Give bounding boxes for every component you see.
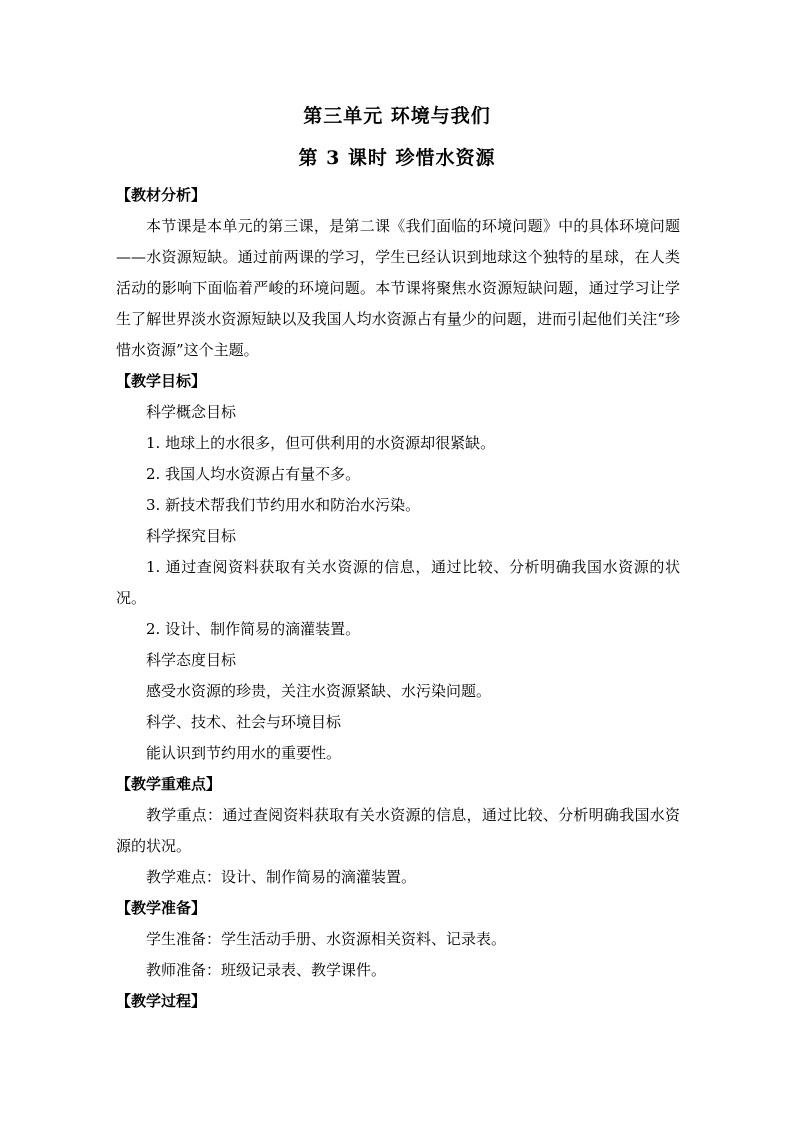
process-heading: 【教学过程】 <box>116 992 207 1010</box>
analysis-heading: 【教材分析】 <box>116 186 207 204</box>
attitude-goals-title: 科学态度目标 <box>146 651 237 669</box>
goals-heading: 【教学目标】 <box>116 372 207 390</box>
key-points-heading: 【教学重难点】 <box>116 775 222 793</box>
inquiry-goals-title: 科学探究目标 <box>146 527 237 545</box>
inquiry-goal-item: 2. 设计、制作简易的滴灌装置。 <box>146 620 361 638</box>
attitude-goal-text: 感受水资源的珍贵，关注水资源紧缺、水污染问题。 <box>146 682 492 700</box>
stse-goal-text: 能认识到节约用水的重要性。 <box>146 744 342 762</box>
teacher-preparation: 教师准备：班级记录表、教学课件。 <box>146 961 387 979</box>
analysis-paragraph: 本节课是本单元的第三课，是第二课《我们面临的环境问题》中的具体环境问题——水资源短缺。通过前两课的学习，学生已经认识到地球这个独特的星球，在人类活动的影响下面临着严峻的环境问题。本节课将聚焦水资源短缺问题，通过学习让学生了解世界淡水资源短缺以及我国人均水资源占有量少的问题，进而引起他们关注“珍惜水资源”这个主题。 <box>116 217 680 359</box>
concept-goal-item: 1. 地球上的水很多，但可供利用的水资源却很紧缺。 <box>146 434 496 452</box>
concept-goal-item: 3. 新技术帮我们节约用水和防治水污染。 <box>146 496 421 514</box>
preparation-heading: 【教学准备】 <box>116 899 207 917</box>
concept-goal-item: 2. 我国人均水资源占有量不多。 <box>146 465 361 483</box>
teaching-difficult-point: 教学难点：设计、制作简易的滴灌装置。 <box>146 868 417 886</box>
unit-title: 第三单元 环境与我们 <box>303 105 491 127</box>
inquiry-goal-item: 1. 通过查阅资料获取有关水资源的信息，通过比较、分析明确我国水资源的状况。 <box>116 558 680 607</box>
concept-goals-title: 科学概念目标 <box>146 403 237 421</box>
teaching-key-point: 教学重点：通过查阅资料获取有关水资源的信息，通过比较、分析明确我国水资源的状况。 <box>116 806 680 855</box>
student-preparation: 学生准备：学生活动手册、水资源相关资料、记录表。 <box>146 930 507 948</box>
stse-goals-title: 科学、技术、社会与环境目标 <box>146 713 342 731</box>
document-body <box>116 180 680 1017</box>
lesson-title: 第 3 课时 珍惜水资源 <box>298 147 496 169</box>
